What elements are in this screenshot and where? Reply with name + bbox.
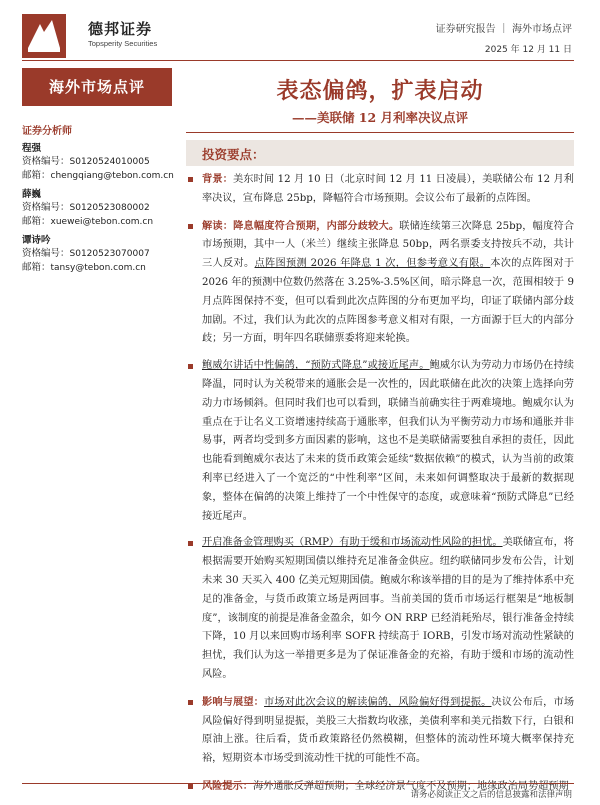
bullet-square-icon [188, 224, 193, 229]
company-name-cn: 德邦证券 [88, 20, 153, 38]
bullet-text: 美联储宣布，将根据需要开始购买短期国债以维持充足准备金供应。纽约联储同步发布公告，计划未来 30 天买入 400 亿美元短期国债。鲍威尔称该举措的目的是为了维持体系中充足的准备金，与货币政策立场是两回事。当前美国的货币市场运行框架是“地板制度”，该制度的前提是准备金盈余，如今 ON RRP 已经消耗殆尽，银行准备金持续下降，10 月以来回购市场利率 SOFR 持续高于 IORB，引发市场对流动性紧缺的担忧，我们认为这一举措更多是为了保证准备金的充裕，有助于缓和市场的流动性风险。 [202, 537, 574, 680]
bullet-text: 鲍威尔认为劳动力市场仍在持续降温，同时认为关税带来的通胀会是一次性的，因此联储在此次的决策上选择向劳动力市场倾斜。但同时我们也可以看到，联储当前确实往于两难境地。鲍威尔认为重点在于让名义工资增速持续高于通胀率，但我们认为平衡劳动力市场和通胀并非易事，两者均受到多方面因素的影响，这也不是美联储需要独自承担的责任，因此也能看到鲍威尔表达了未来的货币政策会延续“数据依赖”的模式，认为当前的政策利率已经进入了一个宽泛的“中性利率”区间，未来如何调整取决于最新的数据现象，整体在偏鸽的决策上维持了一个中性保守的态度，或意味着“预防式降息”已经接近尾声。 [202, 360, 574, 522]
bullet-outlook [186, 693, 574, 769]
header-divider [22, 60, 574, 61]
analyst-heading: 证券分析师 [22, 126, 72, 137]
email-link[interactable]: tansy@tebon.com.cn [50, 263, 146, 273]
analyst-name: 程强 [22, 143, 42, 154]
analyst-card [22, 143, 182, 183]
bullet-underline: 点阵图预测 2026 年降息 1 次，但参考意义有限。 [254, 258, 491, 270]
analyst-card [22, 235, 182, 275]
bullet-square-icon [188, 177, 193, 182]
analyst-name: 薛巍 [22, 189, 42, 200]
report-type: 证券研究报告 ｜ 海外市场点评 [435, 24, 572, 35]
analyst-card [22, 189, 182, 229]
bullet-lead: 影响与展望： [202, 695, 265, 708]
analyst-cert: 资格编号：S0120523070007 [22, 248, 150, 259]
title-divider [186, 132, 574, 133]
company-name-en: Topsperity Securities [88, 39, 158, 48]
bullet-text-2: 本次的点阵图对于 2026 年的预测中位数仍然落在 3.25%-3.5%区间，暗示降息一次，范围相较于 9 月点阵图保持不变，但可以看到此次点阵图的分布更加平均，印证了联储内部分歧加剧。不过，我们认为此次的点阵图参考意义相对有限，一方面源于巨大的内部分歧；另一方面，明年四名联储票委将迎来轮换。 [202, 258, 575, 345]
key-points-header [186, 140, 574, 166]
report-title: 表态偏鸽，扩表启动 [276, 78, 484, 104]
bullet-square-icon [188, 364, 193, 369]
bullet-rmp [186, 534, 574, 684]
analyst-email: 邮箱：tansy@tebon.com.cn [22, 262, 146, 273]
bullet-square-icon [188, 700, 193, 705]
bullet-lead-rest: 降息幅度符合预期，内部分歧较大。 [233, 219, 400, 232]
footer-disclaimer: 请务必阅读正文之后的信息披露和法律声明 [410, 790, 572, 800]
analyst-cert: 资格编号：S0120524010005 [22, 156, 150, 167]
email-link[interactable]: xuewei@tebon.com.cn [50, 217, 154, 227]
analyst-name: 谭诗吟 [22, 235, 51, 246]
footer-divider [22, 783, 574, 784]
bullet-underline: 鲍威尔讲话中性偏鸽，“预防式降息”或接近尾声。 [202, 360, 430, 372]
bullet-underline: 市场对此次会议的解读偏鸽，风险偏好得到提振。 [264, 696, 492, 708]
bullet-square-icon [188, 784, 193, 789]
analyst-section [22, 122, 182, 281]
category-banner: 海外市场点评 [22, 68, 172, 106]
tebon-logo-icon [22, 14, 66, 58]
report-date: 2025 年 12 月 11 日 [484, 45, 572, 55]
analyst-cert: 资格编号：S0120523080002 [22, 202, 150, 213]
bullet-text: 联储连续第三次降息 25bp，幅度符合市场预期，其中一人（米兰）继续主张降息 50bp，两名票委支持按兵不动，共计三人反对。 [202, 220, 575, 270]
report-header [0, 0, 600, 62]
report-subtitle: ——美联储 12 月利率决议点评 [291, 110, 469, 125]
report-body [186, 170, 574, 805]
bullet-interpretation [186, 217, 574, 350]
key-points-label: 投资要点： [202, 147, 265, 162]
analyst-email: 邮箱：chengqiang@tebon.com.cn [22, 170, 174, 181]
bullet-text: 美东时间 12 月 10 日（北京时间 12 月 11 日凌晨），美联储公布 12 月利率决议，宣布降息 25bp，降幅符合市场预期。会议公布了最新的点阵图。 [202, 174, 574, 204]
bullet-underline: 开启准备金管理购买（RMP）有助于缓和市场流动性风险的担忧。 [202, 537, 503, 549]
bullet-text: 海外通胀反弹超预期；全球经济景气度不及预期；地缘政治局势超预期 [252, 780, 569, 792]
bullet-lead: 解读： [202, 219, 234, 232]
bullet-lead: 背景： [202, 173, 233, 185]
bullet-text: 决议公布后，市场风险偏好得到明显提振，美股三大指数均收涨，美债利率和美元指数下行，白银和原油上涨。往后看，货币政策路径仍然模糊，但整体的流动性环境大概率保持充裕，短期资本市场受到流动性干扰的可能性不高。 [202, 696, 575, 765]
bullet-lead: 风险提示： [202, 779, 253, 792]
email-link[interactable]: chengqiang@tebon.com.cn [50, 171, 174, 181]
analyst-email: 邮箱：xuewei@tebon.com.cn [22, 216, 154, 227]
bullet-powell [186, 357, 574, 526]
bullet-square-icon [188, 541, 193, 546]
bullet-background [186, 170, 574, 209]
